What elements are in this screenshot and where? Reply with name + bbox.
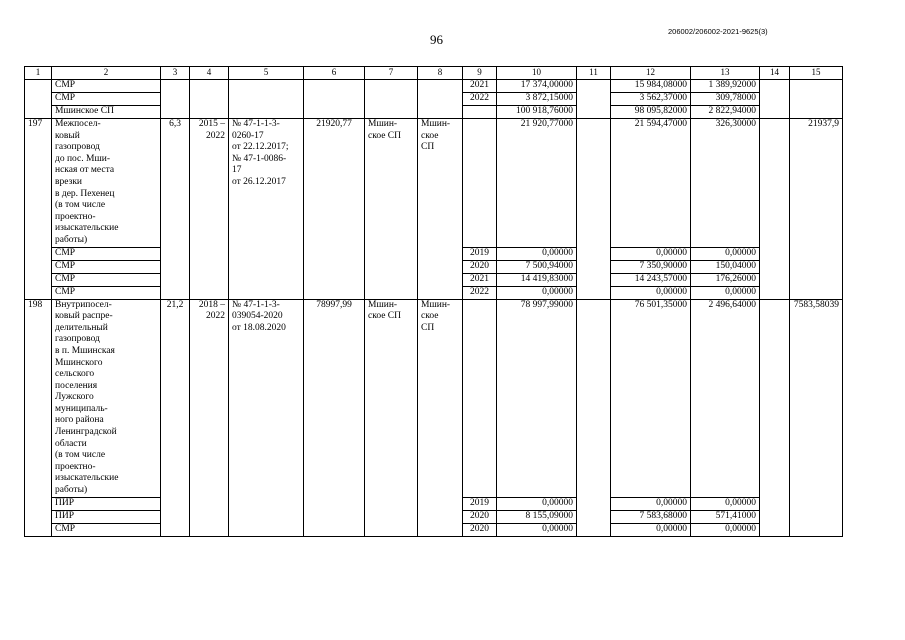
data-table (24, 66, 843, 537)
table-cell (25, 80, 52, 93)
work-type-cell: Мшинское СП (52, 106, 161, 119)
year-cell (463, 119, 497, 248)
amount-cell: 571,41000 (691, 510, 760, 523)
amount-cell: 1 389,92000 (691, 80, 760, 93)
amount-cell: 76 501,35000 (611, 299, 691, 497)
amount-cell: 0,00000 (611, 247, 691, 260)
amount-cell: 0,00000 (691, 523, 760, 536)
header-row (25, 67, 843, 80)
table-cell (229, 93, 304, 106)
year-cell: 2021 (463, 273, 497, 286)
column-header: 7 (365, 67, 418, 80)
length-cell: 6,3 (161, 119, 190, 300)
column-header: 13 (691, 67, 760, 80)
table-cell (760, 106, 790, 119)
amount-cell: 8 155,09000 (497, 510, 577, 523)
documents-cell: № 47-1-1-3- 039054-2020 от 18.08.2020 (229, 299, 304, 536)
column-header: 10 (497, 67, 577, 80)
document-id: 206002/206002-2021-9625(3) (668, 27, 768, 36)
column-header: 6 (304, 67, 365, 80)
work-type-cell: СМР (52, 286, 161, 299)
period-cell: 2018 – 2022 (190, 299, 229, 536)
municipality-cell: Мшин- ское СП (418, 119, 463, 300)
table-cell (25, 93, 52, 106)
table-cell (418, 80, 463, 93)
customer-cell: Мшин- ское СП (365, 299, 418, 536)
amount-cell: 14 419,83000 (497, 273, 577, 286)
object-name: Внутрипосел- ковый распре- делительный газопровод в п. Мшинская Мшинского сельского поселения Лужского муниципаль- ного района Ленинградской области (в том числе проектно- изыскательские работы) (52, 299, 161, 497)
column-header: 9 (463, 67, 497, 80)
work-type-cell: СМР (52, 80, 161, 93)
table-cell (229, 106, 304, 119)
entry-number: 197 (25, 119, 52, 300)
entry-row (25, 299, 843, 497)
length-cell: 21,2 (161, 299, 190, 536)
period-cell: 2015 – 2022 (190, 119, 229, 300)
amount-cell: 176,26000 (691, 273, 760, 286)
column-header: 11 (577, 67, 611, 80)
amount-cell: 309,78000 (691, 93, 760, 106)
work-type-cell: СМР (52, 523, 161, 536)
amount-cell: 21 920,77000 (497, 119, 577, 248)
table-cell (760, 93, 790, 106)
table-cell (190, 80, 229, 93)
year-cell: 2020 (463, 523, 497, 536)
work-type-cell: СМР (52, 247, 161, 260)
total-cell: 7583,58039 (790, 299, 843, 536)
amount-cell: 0,00000 (497, 286, 577, 299)
amount-cell: 3 872,15000 (497, 93, 577, 106)
amount-cell: 14 243,57000 (611, 273, 691, 286)
year-cell (463, 299, 497, 497)
table-cell (304, 93, 365, 106)
table-cell (577, 106, 611, 119)
amount-cell: 3 562,37000 (611, 93, 691, 106)
work-type-cell: СМР (52, 273, 161, 286)
table-cell (418, 93, 463, 106)
object-name: Межпосел- ковый газопровод до пос. Мши- нская от места врезки в дер. Пехенец (в том числе проектно- изыскательские работы) (52, 119, 161, 248)
year-cell: 2021 (463, 80, 497, 93)
amount-cell: 17 374,00000 (497, 80, 577, 93)
amount-cell: 0,00000 (611, 523, 691, 536)
work-type-cell: ПИР (52, 497, 161, 510)
column-header: 12 (611, 67, 691, 80)
table-row (25, 93, 843, 106)
year-cell (463, 106, 497, 119)
amount-cell: 326,30000 (691, 119, 760, 248)
customer-cell: Мшин- ское СП (365, 119, 418, 300)
table-cell (161, 93, 190, 106)
year-cell: 2019 (463, 247, 497, 260)
amount-cell: 7 583,68000 (611, 510, 691, 523)
entry-row (25, 119, 843, 248)
table-cell (790, 80, 843, 93)
year-cell: 2022 (463, 286, 497, 299)
column-header: 2 (52, 67, 161, 80)
table-cell (760, 299, 790, 536)
table-row (25, 80, 843, 93)
total-cell: 21937,9 (790, 119, 843, 300)
table-cell (577, 80, 611, 93)
entry-number: 198 (25, 299, 52, 536)
year-cell: 2020 (463, 260, 497, 273)
column-header: 3 (161, 67, 190, 80)
table-cell (577, 119, 611, 300)
work-type-cell: ПИР (52, 510, 161, 523)
column-header: 1 (25, 67, 52, 80)
cost-cell: 21920,77 (304, 119, 365, 300)
table-row (25, 106, 843, 119)
year-cell: 2022 (463, 93, 497, 106)
amount-cell: 0,00000 (691, 247, 760, 260)
table-cell (161, 106, 190, 119)
table-cell (365, 80, 418, 93)
table-cell (229, 80, 304, 93)
page-number: 96 (430, 32, 443, 47)
table-cell (304, 106, 365, 119)
table-cell (790, 93, 843, 106)
table-cell (790, 106, 843, 119)
municipality-cell: Мшин- ское СП (418, 299, 463, 536)
column-header: 5 (229, 67, 304, 80)
amount-cell: 0,00000 (691, 497, 760, 510)
table-cell (577, 93, 611, 106)
amount-cell: 98 095,82000 (611, 106, 691, 119)
amount-cell: 100 918,76000 (497, 106, 577, 119)
cost-cell: 78997,99 (304, 299, 365, 536)
documents-cell: № 47-1-1-3- 0260-17 от 22.12.2017; № 47-1-0086- 17 от 26.12.2017 (229, 119, 304, 300)
amount-cell: 0,00000 (497, 523, 577, 536)
amount-cell: 0,00000 (691, 286, 760, 299)
column-header: 14 (760, 67, 790, 80)
amount-cell: 2 496,64000 (691, 299, 760, 497)
table-cell (304, 80, 365, 93)
amount-cell: 7 500,94000 (497, 260, 577, 273)
year-cell: 2019 (463, 497, 497, 510)
table-cell (760, 80, 790, 93)
amount-cell: 7 350,90000 (611, 260, 691, 273)
table-cell (161, 80, 190, 93)
amount-cell: 150,04000 (691, 260, 760, 273)
table-cell (365, 93, 418, 106)
column-header: 4 (190, 67, 229, 80)
amount-cell: 21 594,47000 (611, 119, 691, 248)
table-cell (577, 299, 611, 536)
amount-cell: 0,00000 (497, 497, 577, 510)
table-cell (25, 106, 52, 119)
table-cell (190, 93, 229, 106)
table-cell (760, 119, 790, 300)
work-type-cell: СМР (52, 93, 161, 106)
amount-cell: 15 984,08000 (611, 80, 691, 93)
amount-cell: 0,00000 (611, 286, 691, 299)
year-cell: 2020 (463, 510, 497, 523)
amount-cell: 78 997,99000 (497, 299, 577, 497)
table-cell (365, 106, 418, 119)
column-header: 15 (790, 67, 843, 80)
table-cell (190, 106, 229, 119)
column-header: 8 (418, 67, 463, 80)
amount-cell: 2 822,94000 (691, 106, 760, 119)
work-type-cell: СМР (52, 260, 161, 273)
table-cell (418, 106, 463, 119)
amount-cell: 0,00000 (611, 497, 691, 510)
amount-cell: 0,00000 (497, 247, 577, 260)
